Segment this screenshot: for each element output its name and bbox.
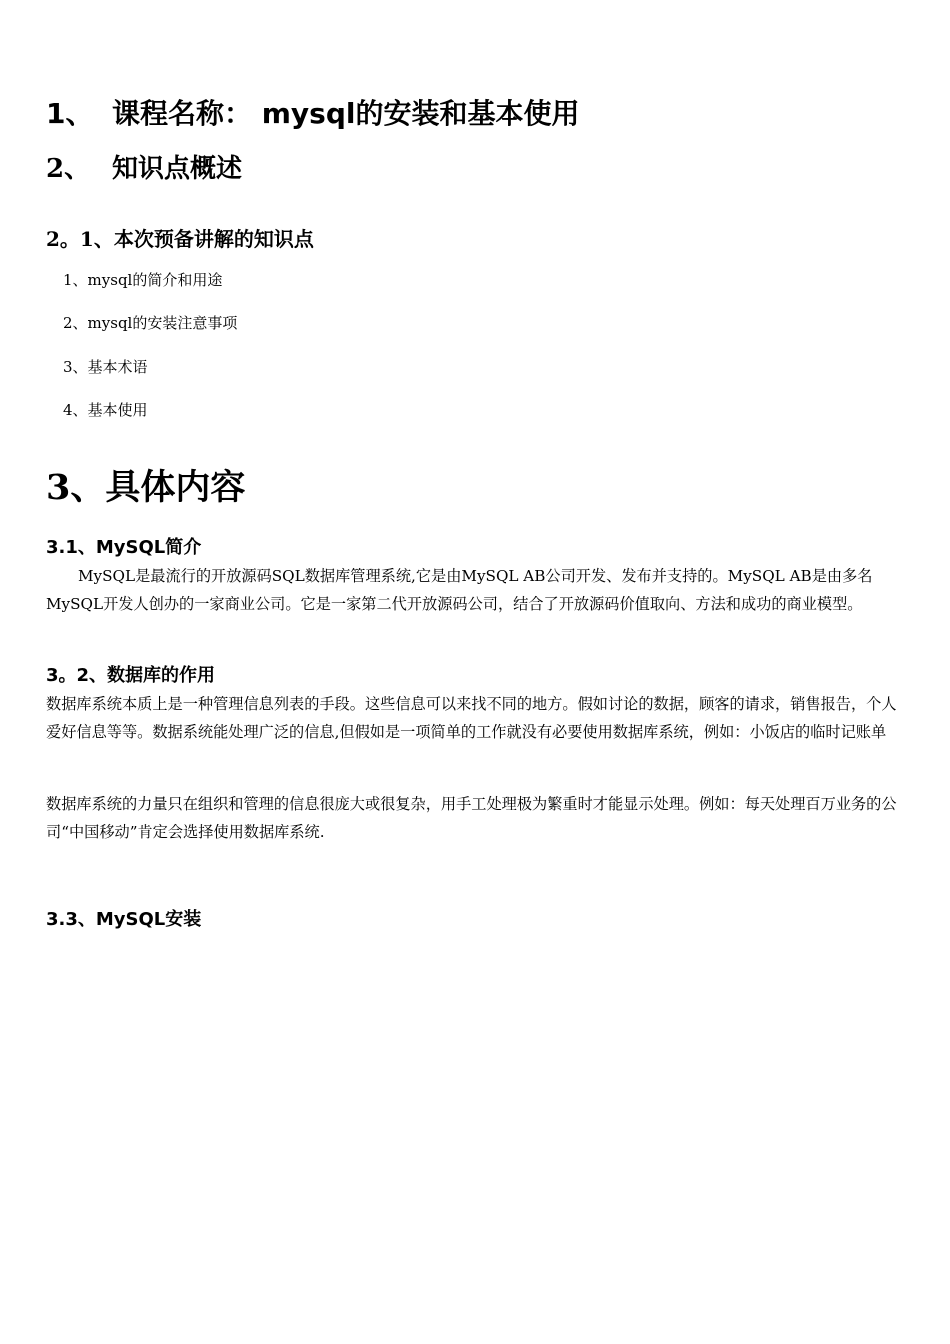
overview-heading (46, 153, 242, 185)
prep-item-4: 4、基本使用 (63, 401, 148, 419)
database-role-paragraph-1: 数据库系统本质上是一种管理信息列表的手段。这些信息可以来找不同的地方。假如讨论的数据，顾客的请求，销售报告，个人爱好信息等等。数据系统能处理广泛的信息,但假如是一项简单的工作就没有必要使用数据库系统，例如：小饭店的临时记账单 (46, 695, 897, 741)
heading-text: 知识点概述 (112, 154, 243, 184)
course-title-heading (46, 97, 579, 131)
heading-number: 2、 (46, 154, 91, 184)
heading-number: 1、 (46, 97, 94, 130)
mysql-intro-paragraph: MySQL是最流行的开放源码SQL数据库管理系统,它是由MySQL AB公司开发、发布并支持的。MySQL AB是由多名MySQL开发人创办的一家商业公司。它是一家第二代开放源码公司，结合了开放源码价值取向、方法和成功的商业模型。 (46, 567, 873, 613)
mysql-install-heading: 3.3、MySQL安装 (46, 909, 202, 930)
prep-knowledge-heading: 2。1、本次预备讲解的知识点 (46, 227, 314, 251)
prep-item-1: 1、mysql的简介和用途 (63, 271, 223, 289)
mysql-intro-heading: 3.1、MySQL简介 (46, 537, 202, 558)
prep-item-2: 2、mysql的安装注意事项 (63, 314, 238, 332)
heading-text: 课程名称： mysql的安装和基本使用 (112, 97, 580, 130)
database-role-paragraph-2: 数据库系统的力量只在组织和管理的信息很庞大或很复杂，用手工处理极为繁重时才能显示处理。例如：每天处理百万业务的公司“中国移动”肯定会选择使用数据库系统. (46, 795, 897, 841)
prep-item-3: 3、基本术语 (63, 358, 148, 376)
content-heading: 3、具体内容 (46, 467, 246, 508)
database-role-heading: 3。2、数据库的作用 (46, 665, 216, 686)
